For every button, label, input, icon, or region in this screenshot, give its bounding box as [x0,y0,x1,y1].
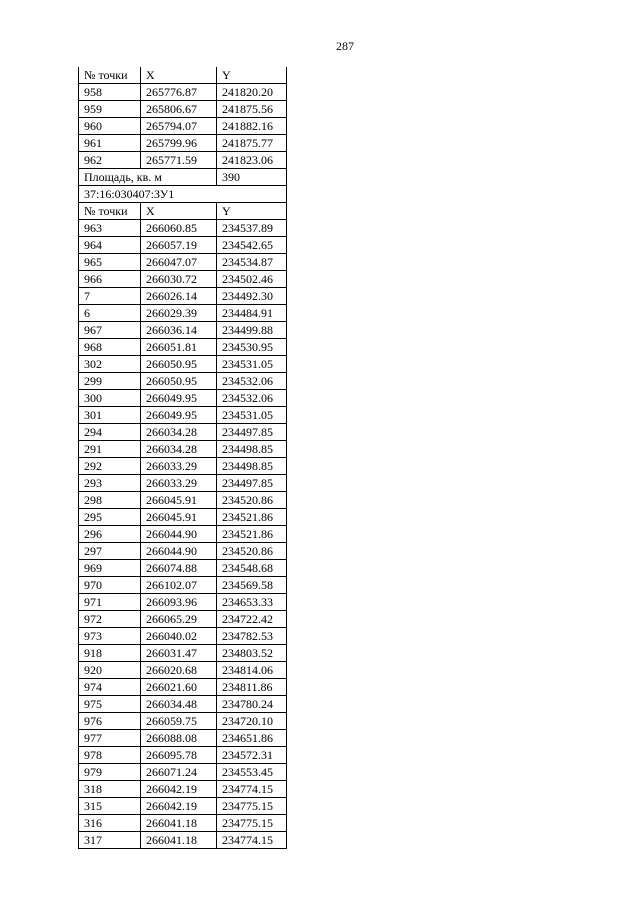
point-number-cell: 6 [79,305,141,322]
point-number-cell: 978 [79,747,141,764]
y-coordinate-cell: 241882.16 [217,118,287,135]
point-number-cell: 970 [79,577,141,594]
table-row [79,407,287,424]
table-row [79,118,287,135]
x-coordinate-cell: 266042.19 [141,781,217,798]
table-row [79,730,287,747]
x-coordinate-cell: 266044.90 [141,543,217,560]
table-row [79,611,287,628]
x-coordinate-cell: 266095.78 [141,747,217,764]
table-row [79,135,287,152]
y-coordinate-cell: 241823.06 [217,152,287,169]
x-coordinate-cell: 266041.18 [141,815,217,832]
table-row [79,339,287,356]
table-row [79,781,287,798]
x-coordinate-cell: 266051.81 [141,339,217,356]
x-coordinate-cell: 266050.95 [141,356,217,373]
point-number-cell: 962 [79,152,141,169]
x-coordinate-cell: 266071.24 [141,764,217,781]
table-row [79,458,287,475]
x-coordinate-cell: 266033.29 [141,475,217,492]
table-row [79,628,287,645]
x-coordinate-cell: 266074.88 [141,560,217,577]
y-coordinate-cell: 234502.46 [217,271,287,288]
table-row [79,441,287,458]
point-number-cell: 960 [79,118,141,135]
y-coordinate-cell: 234774.15 [217,832,287,849]
point-number-cell: 316 [79,815,141,832]
point-number-cell: 972 [79,611,141,628]
column-header-x: X [141,203,217,220]
table-row [79,679,287,696]
table-row [79,526,287,543]
y-coordinate-cell: 234569.58 [217,577,287,594]
y-coordinate-cell: 234720.10 [217,713,287,730]
page-number: 287 [336,39,354,53]
point-number-cell: 977 [79,730,141,747]
x-coordinate-cell: 265799.96 [141,135,217,152]
table-row [79,747,287,764]
y-coordinate-cell: 234553.45 [217,764,287,781]
area-row [79,169,287,186]
x-coordinate-cell: 266021.60 [141,679,217,696]
x-coordinate-cell: 265794.07 [141,118,217,135]
x-coordinate-cell: 266040.02 [141,628,217,645]
x-coordinate-cell: 266020.68 [141,662,217,679]
x-coordinate-cell: 266093.96 [141,594,217,611]
table-row [79,594,287,611]
x-coordinate-cell: 266036.14 [141,322,217,339]
y-coordinate-cell: 234774.15 [217,781,287,798]
table-row [79,798,287,815]
point-number-cell: 300 [79,390,141,407]
point-number-cell: 293 [79,475,141,492]
table-header-row [79,203,287,220]
table-row [79,492,287,509]
column-header-point: № точки [79,67,141,84]
x-coordinate-cell: 266050.95 [141,373,217,390]
y-coordinate-cell: 234722.42 [217,611,287,628]
y-coordinate-cell: 234775.15 [217,798,287,815]
y-coordinate-cell: 234520.86 [217,492,287,509]
table-row [79,288,287,305]
table-row [79,645,287,662]
point-number-cell: 920 [79,662,141,679]
point-number-cell: 292 [79,458,141,475]
y-coordinate-cell: 234572.31 [217,747,287,764]
x-coordinate-cell: 266059.75 [141,713,217,730]
point-number-cell: 974 [79,679,141,696]
x-coordinate-cell: 266034.48 [141,696,217,713]
point-number-cell: 969 [79,560,141,577]
point-number-cell: 973 [79,628,141,645]
point-number-cell: 964 [79,237,141,254]
x-coordinate-cell: 266045.91 [141,492,217,509]
point-number-cell: 979 [79,764,141,781]
y-coordinate-cell: 234651.86 [217,730,287,747]
parcel-id-row [79,186,287,203]
table-row [79,356,287,373]
table-row [79,237,287,254]
y-coordinate-cell: 234492.30 [217,288,287,305]
table-row [79,424,287,441]
table-row [79,84,287,101]
y-coordinate-cell: 234537.89 [217,220,287,237]
point-number-cell: 976 [79,713,141,730]
x-coordinate-cell: 266042.19 [141,798,217,815]
table-row [79,390,287,407]
y-coordinate-cell: 234521.86 [217,509,287,526]
table-row [79,713,287,730]
table-row [79,254,287,271]
y-coordinate-cell: 234531.05 [217,356,287,373]
y-coordinate-cell: 234521.86 [217,526,287,543]
point-number-cell: 966 [79,271,141,288]
table-row [79,509,287,526]
table-row [79,764,287,781]
point-number-cell: 975 [79,696,141,713]
point-number-cell: 299 [79,373,141,390]
column-header-x: X [141,67,217,84]
x-coordinate-cell: 265771.59 [141,152,217,169]
table-row [79,543,287,560]
table-row [79,815,287,832]
x-coordinate-cell: 266088.08 [141,730,217,747]
y-coordinate-cell: 234532.06 [217,390,287,407]
y-coordinate-cell: 234497.85 [217,475,287,492]
point-number-cell: 918 [79,645,141,662]
point-number-cell: 961 [79,135,141,152]
y-coordinate-cell: 234782.53 [217,628,287,645]
x-coordinate-cell: 266065.29 [141,611,217,628]
y-coordinate-cell: 234534.87 [217,254,287,271]
y-coordinate-cell: 234498.85 [217,458,287,475]
point-number-cell: 315 [79,798,141,815]
x-coordinate-cell: 266044.90 [141,526,217,543]
x-coordinate-cell: 266033.29 [141,458,217,475]
table-row [79,101,287,118]
table-row [79,832,287,849]
y-coordinate-cell: 234780.24 [217,696,287,713]
y-coordinate-cell: 234499.88 [217,322,287,339]
point-number-cell: 295 [79,509,141,526]
point-number-cell: 318 [79,781,141,798]
y-coordinate-cell: 234814.06 [217,662,287,679]
table-row [79,662,287,679]
area-value: 390 [217,169,287,186]
table-row [79,305,287,322]
point-number-cell: 959 [79,101,141,118]
point-number-cell: 317 [79,832,141,849]
x-coordinate-cell: 266029.39 [141,305,217,322]
point-number-cell: 294 [79,424,141,441]
y-coordinate-cell: 234775.15 [217,815,287,832]
point-number-cell: 297 [79,543,141,560]
point-number-cell: 7 [79,288,141,305]
table-row [79,271,287,288]
y-coordinate-cell: 234531.05 [217,407,287,424]
y-coordinate-cell: 241820.20 [217,84,287,101]
point-number-cell: 971 [79,594,141,611]
point-number-cell: 298 [79,492,141,509]
table-row [79,152,287,169]
y-coordinate-cell: 234530.95 [217,339,287,356]
x-coordinate-cell: 266031.47 [141,645,217,662]
table-header-row [79,67,287,84]
column-header-y: Y [217,67,287,84]
x-coordinate-cell: 266047.07 [141,254,217,271]
y-coordinate-cell: 241875.56 [217,101,287,118]
table-row [79,560,287,577]
point-number-cell: 301 [79,407,141,424]
point-number-cell: 958 [79,84,141,101]
point-number-cell: 296 [79,526,141,543]
x-coordinate-cell: 266034.28 [141,424,217,441]
x-coordinate-cell: 266049.95 [141,407,217,424]
parcel-id: 37:16:030407:ЗУ1 [79,186,287,203]
point-number-cell: 302 [79,356,141,373]
table-row [79,373,287,390]
table-row [79,475,287,492]
y-coordinate-cell: 234811.86 [217,679,287,696]
x-coordinate-cell: 265806.67 [141,101,217,118]
coordinates-table [78,67,287,849]
point-number-cell: 967 [79,322,141,339]
point-number-cell: 965 [79,254,141,271]
x-coordinate-cell: 266102.07 [141,577,217,594]
x-coordinate-cell: 266057.19 [141,237,217,254]
table-row [79,577,287,594]
y-coordinate-cell: 234497.85 [217,424,287,441]
x-coordinate-cell: 266045.91 [141,509,217,526]
table-row [79,696,287,713]
y-coordinate-cell: 234542.65 [217,237,287,254]
y-coordinate-cell: 234498.85 [217,441,287,458]
column-header-y: Y [217,203,287,220]
point-number-cell: 963 [79,220,141,237]
x-coordinate-cell: 265776.87 [141,84,217,101]
table-row [79,322,287,339]
point-number-cell: 291 [79,441,141,458]
point-number-cell: 968 [79,339,141,356]
x-coordinate-cell: 266034.28 [141,441,217,458]
y-coordinate-cell: 234532.06 [217,373,287,390]
x-coordinate-cell: 266049.95 [141,390,217,407]
x-coordinate-cell: 266060.85 [141,220,217,237]
y-coordinate-cell: 234803.52 [217,645,287,662]
x-coordinate-cell: 266030.72 [141,271,217,288]
y-coordinate-cell: 234520.86 [217,543,287,560]
y-coordinate-cell: 241875.77 [217,135,287,152]
area-label: Площадь, кв. м [79,169,217,186]
table-row [79,220,287,237]
column-header-point: № точки [79,203,141,220]
y-coordinate-cell: 234484.91 [217,305,287,322]
y-coordinate-cell: 234653.33 [217,594,287,611]
x-coordinate-cell: 266026.14 [141,288,217,305]
x-coordinate-cell: 266041.18 [141,832,217,849]
y-coordinate-cell: 234548.68 [217,560,287,577]
